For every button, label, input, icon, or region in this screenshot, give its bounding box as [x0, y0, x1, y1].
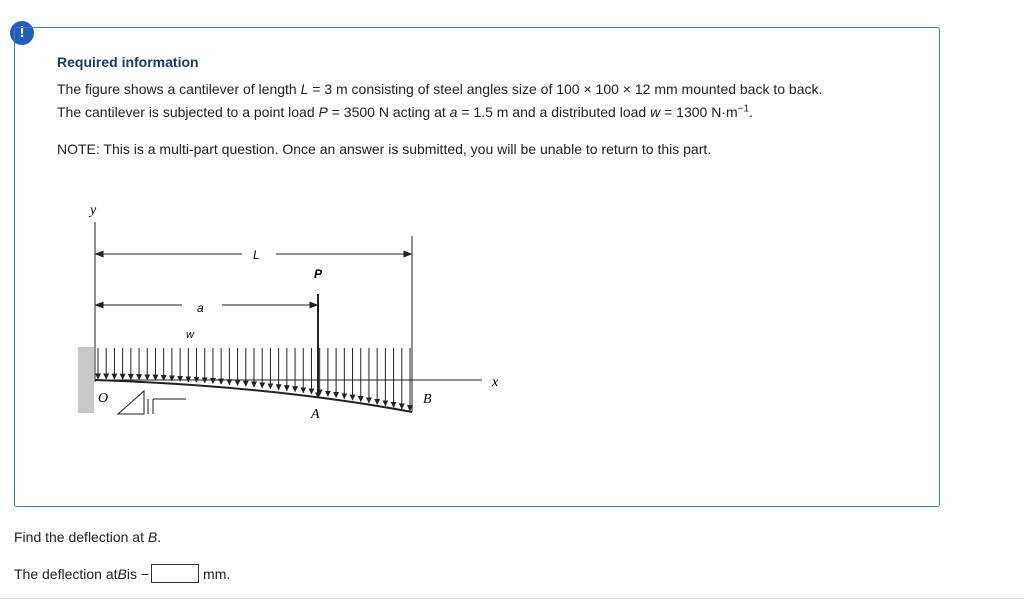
question-prompt: Find the deflection at B.	[14, 529, 162, 545]
angle-section-icon	[118, 391, 186, 414]
y-axis-label: y	[90, 203, 97, 218]
A-label: A	[311, 407, 320, 422]
x-axis-label: x	[492, 375, 499, 390]
answer-row: The deflection at B is − mm.	[14, 565, 231, 582]
note-text: NOTE: This is a multi-part question. Once an answer is submitted, you will be unable to return to this part.	[57, 141, 712, 157]
deflection-answer-input[interactable]	[151, 564, 199, 583]
a-label: a	[197, 301, 204, 315]
cantilever-figure	[62, 172, 502, 432]
w-label: w	[186, 329, 194, 341]
B-label: B	[423, 392, 432, 407]
problem-text-line-2: The cantilever is subjected to a point load P = 3500 N acting at a = 1.5 m and a distributed load w = 1300 $N\cdot m^{-1}$.	[57, 103, 753, 120]
P-label: P	[314, 267, 323, 281]
problem-text-line-1: The figure shows a cantilever of length L = 3 m consisting of steel angles size of 100 × 100 × 12 mm mounted back to back.	[57, 81, 823, 97]
distributed-load	[98, 348, 410, 411]
L-label: L	[253, 248, 260, 262]
unit-label: mm.	[203, 565, 231, 582]
panel-title: Required information	[57, 54, 199, 70]
bottom-divider	[0, 598, 1024, 599]
alert-icon: !	[10, 21, 34, 45]
fixed-wall	[78, 347, 94, 413]
O-label: O	[98, 391, 109, 406]
